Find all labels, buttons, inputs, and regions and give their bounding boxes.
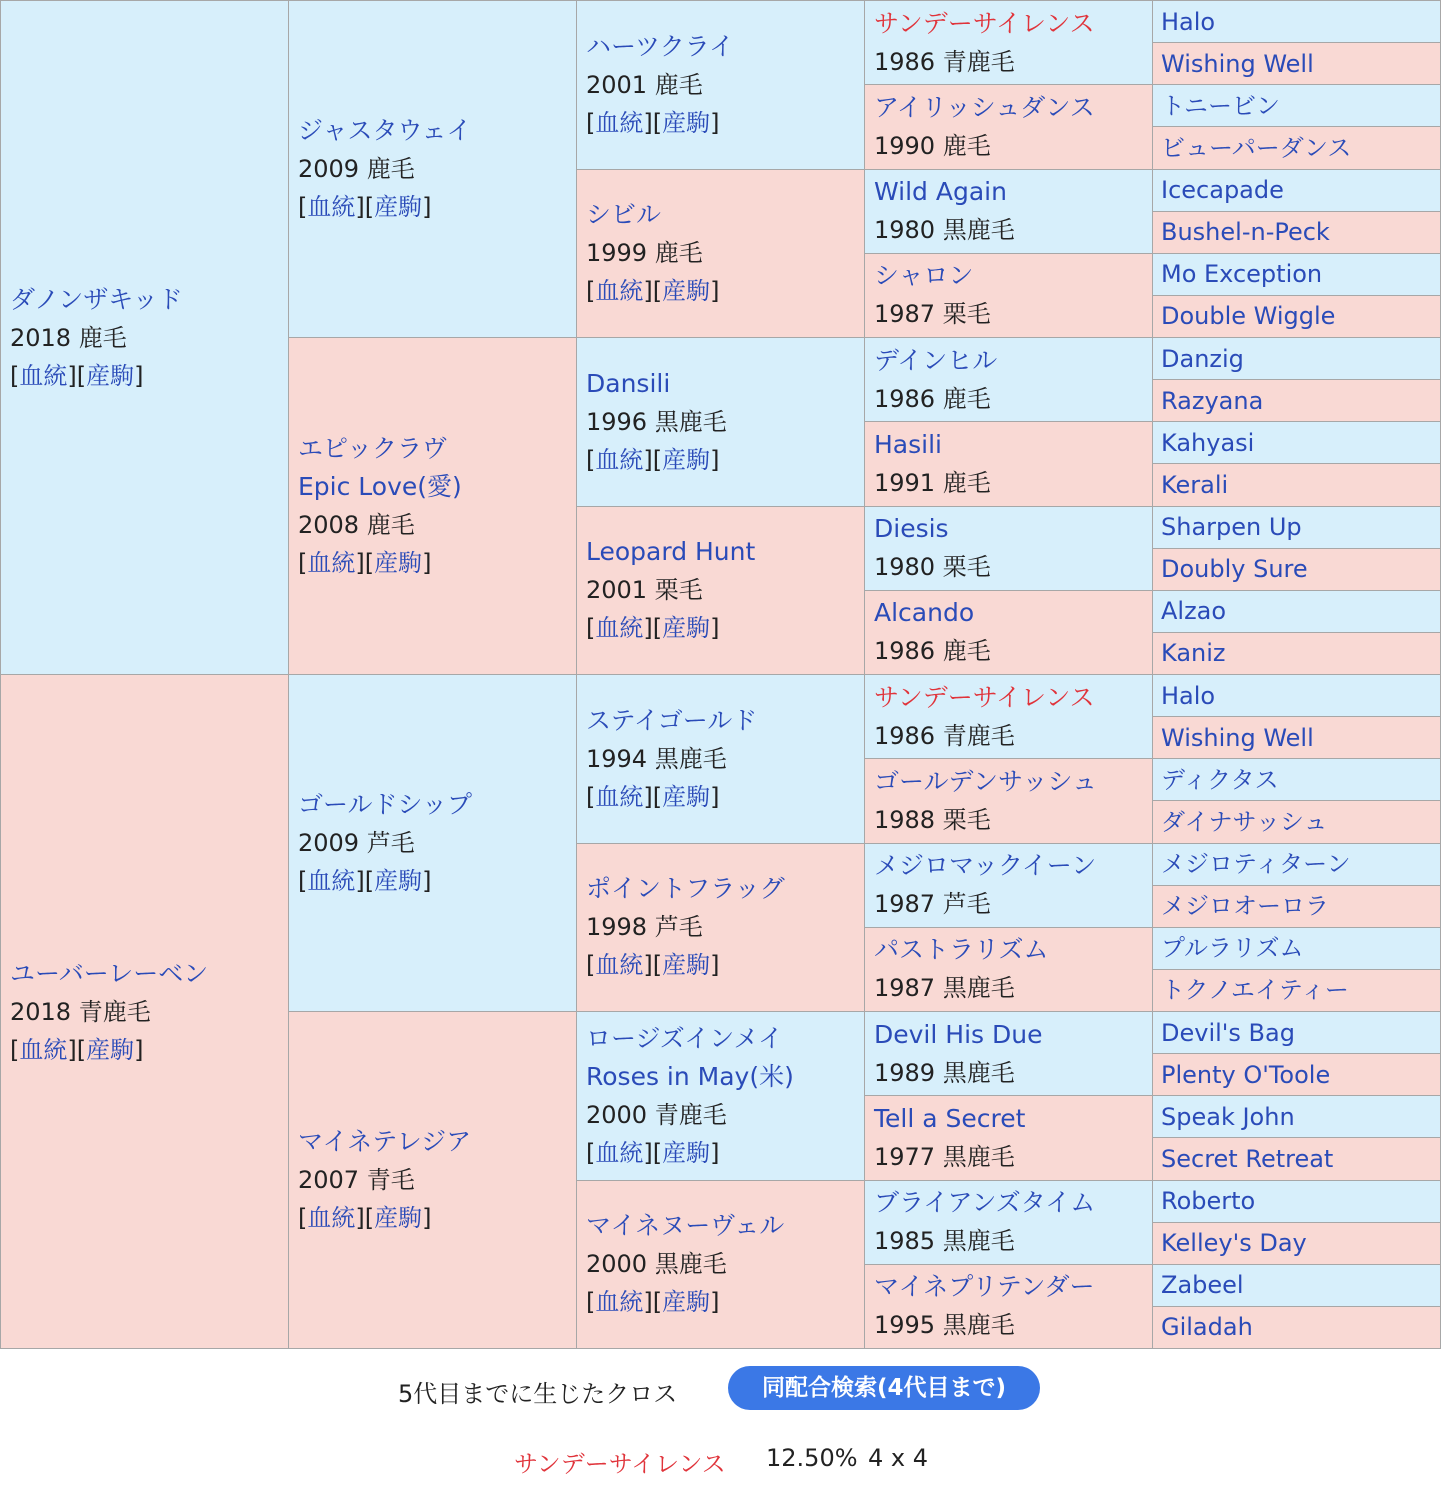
pedigree-cell-g5 [1152, 927, 1441, 970]
cell-content [1153, 1307, 1440, 1347]
cell-content [577, 702, 864, 816]
horse-name-link[interactable]: Wishing Well [1161, 723, 1314, 752]
cell-content [577, 1207, 864, 1321]
pedigree-cell-g3 [576, 337, 865, 507]
offspring-link[interactable]: 産駒 [86, 1035, 135, 1064]
horse-name-link[interactable]: アイリッシュダンス [874, 92, 1095, 122]
horse-name-link[interactable]: Tell a Secret [874, 1103, 1026, 1133]
pedigree-cell-g5 [1152, 463, 1441, 506]
pedigree-cell-g5 [1152, 337, 1441, 380]
pedigree-cell-g4 [864, 337, 1153, 422]
horse-year-color: 1986 青鹿毛 [874, 47, 1015, 76]
cell-content [1153, 844, 1440, 884]
horse-alt-name-link[interactable]: Epic Love(愛) [298, 472, 462, 501]
pedigree-cell-g4 [864, 927, 1153, 1012]
horse-name-link[interactable]: ブライアンズタイム [874, 1188, 1096, 1218]
horse-year-color: 1988 栗毛 [874, 805, 991, 834]
cell-content [865, 1016, 1152, 1092]
horse-links: [血統][産駒] [10, 361, 144, 390]
horse-links: [血統][産駒] [586, 277, 720, 306]
cell-content [1153, 507, 1440, 547]
horse-name-link[interactable]: マイネテレジア [298, 1127, 472, 1156]
cell-content [1153, 423, 1440, 463]
cross-horse-link[interactable]: サンデーサイレンス [514, 1450, 726, 1478]
cell-content [1153, 1223, 1440, 1263]
horse-links: [血統][産駒] [298, 549, 432, 577]
cell-content [289, 112, 576, 226]
horse-name-link[interactable]: Alcando [874, 598, 975, 628]
horse-name-link[interactable]: トニービン [1161, 91, 1281, 120]
cross-section [0, 1366, 1446, 1416]
cross-generations: 4 x 4 [868, 1444, 928, 1472]
horse-name-link[interactable]: Kerali [1161, 470, 1229, 499]
pedigree-cell-g5 [1152, 84, 1441, 127]
horse-name-link[interactable]: Sharpen Up [1161, 513, 1302, 542]
offspring-link[interactable]: 産駒 [662, 614, 711, 643]
pedigree-cell-g4 [864, 0, 1153, 85]
offspring-link[interactable]: 産駒 [374, 549, 423, 577]
horse-links: [血統][産駒] [586, 108, 720, 137]
cell-content [865, 1184, 1152, 1260]
horse-year-color: 2018 青鹿毛 [10, 997, 151, 1026]
pedigree-cell-g2 [288, 337, 577, 675]
horse-name-link[interactable]: Devil's Bag [1161, 1018, 1295, 1047]
cell-content [1153, 1013, 1440, 1053]
horse-year-color: 1987 栗毛 [874, 300, 991, 329]
horse-year-color: 1990 鹿毛 [874, 131, 991, 160]
horse-year-color: 2009 鹿毛 [298, 155, 415, 183]
horse-links: [血統][産駒] [298, 193, 432, 221]
horse-links: [血統][産駒] [586, 614, 720, 643]
pedigree-cell-g5 [1152, 548, 1441, 591]
pedigree-cell-g5 [1152, 126, 1441, 169]
cell-content [289, 1123, 576, 1237]
cross-label: 5代目までに生じたクロス [398, 1380, 678, 1408]
horse-name-link[interactable]: Wild Again [874, 177, 1007, 207]
pedigree-cell-g5 [1152, 42, 1441, 85]
horse-name-link[interactable]: Razyana [1161, 386, 1264, 415]
cell-content [865, 89, 1152, 165]
pedigree-cell-g5 [1152, 1137, 1441, 1180]
horse-alt-name-link[interactable]: Roses in May(米) [586, 1061, 794, 1091]
cell-content [1153, 633, 1440, 673]
horse-year-color: 1986 鹿毛 [874, 384, 991, 413]
cell-content [865, 594, 1152, 670]
horse-year-color: 1985 黒鹿毛 [874, 1227, 1015, 1256]
horse-year-color: 1996 黒鹿毛 [586, 407, 727, 436]
cell-content [1153, 128, 1440, 168]
horse-name-link[interactable]: ダノンザキッド [10, 284, 183, 314]
horse-name-link[interactable]: デインヒル [874, 345, 998, 375]
horse-name-link[interactable]: Diesis [874, 514, 949, 544]
cell-content [865, 426, 1152, 502]
horse-year-color: 1987 芦毛 [874, 890, 991, 919]
same-mating-search-button[interactable]: 同配合検索(4代目まで) [728, 1366, 1040, 1410]
cell-content [1153, 1055, 1440, 1095]
pedigree-cell-g5 [1152, 590, 1441, 633]
horse-name-link[interactable]: Bushel-n-Peck [1161, 218, 1330, 247]
horse-name-link[interactable]: プルラリズム [1161, 934, 1304, 963]
horse-year-color: 1998 芦毛 [586, 913, 703, 942]
pedigree-cell-g5 [1152, 716, 1441, 759]
horse-links: [血統][産駒] [586, 1288, 720, 1317]
bloodline-link[interactable]: 血統 [595, 1288, 644, 1317]
horse-name-link[interactable]: Roberto [1161, 1187, 1256, 1216]
horse-name-link[interactable]: Alzao [1161, 597, 1227, 626]
cell-content [1153, 1097, 1440, 1137]
bloodline-link[interactable]: 血統 [19, 1035, 68, 1064]
horse-name-link[interactable]: ポイントフラッグ [586, 874, 785, 904]
horse-name-link[interactable]: Leopard Hunt [586, 537, 756, 567]
pedigree-cell-g2 [288, 0, 577, 338]
bloodline-link[interactable]: 血統 [595, 445, 644, 474]
horse-name-link[interactable]: Dansili [586, 368, 671, 398]
pedigree-cell-g5 [1152, 674, 1441, 717]
cross-result [0, 1440, 1446, 1480]
horse-name-link[interactable]: Hasili [874, 429, 942, 459]
horse-name-link[interactable]: エピックラヴ [298, 434, 448, 463]
horse-year-color: 1994 黒鹿毛 [586, 744, 727, 773]
horse-name-link[interactable]: メジロマックイーン [874, 851, 1097, 881]
bloodline-link[interactable]: 血統 [595, 782, 644, 811]
cell-content [1153, 1139, 1440, 1179]
pedigree-cell-g4 [864, 1011, 1153, 1096]
horse-name-link[interactable]: Kaniz [1161, 639, 1226, 668]
bloodline-link[interactable]: 血統 [307, 193, 356, 221]
pedigree-cell-g2 [288, 1011, 577, 1349]
horse-name-link[interactable]: Kahyasi [1161, 428, 1255, 457]
offspring-link[interactable]: 産駒 [662, 445, 711, 474]
offspring-link[interactable]: 産駒 [662, 277, 711, 306]
horse-links: [血統][産駒] [10, 1035, 144, 1064]
cell-content [1153, 549, 1440, 589]
cell-content [1, 281, 288, 395]
cell-content [1153, 970, 1440, 1010]
offspring-link[interactable]: 産駒 [662, 782, 711, 811]
horse-name-link[interactable]: ロージズインメイ [586, 1023, 784, 1053]
horse-name-link[interactable]: マイネプリテンダー [874, 1272, 1095, 1302]
bloodline-link[interactable]: 血統 [595, 614, 644, 643]
horse-year-color: 1989 黒鹿毛 [874, 1058, 1015, 1087]
cell-content [577, 28, 864, 142]
cell-content [1153, 591, 1440, 631]
pedigree-cell-g4 [864, 421, 1153, 506]
horse-name-link[interactable]: シャロン [874, 261, 974, 291]
pedigree-cell-g5 [1152, 885, 1441, 928]
pedigree-cell-g5 [1152, 253, 1441, 296]
offspring-link[interactable]: 産駒 [86, 361, 135, 390]
cell-content [1, 955, 288, 1069]
horse-name-link[interactable]: ハーツクライ [586, 31, 735, 61]
pedigree-cell-g5 [1152, 1306, 1441, 1349]
horse-name-link[interactable]: Wishing Well [1161, 49, 1314, 78]
bloodline-link[interactable]: 血統 [307, 867, 356, 895]
cell-content [865, 679, 1152, 755]
cell-content [289, 786, 576, 900]
pedigree-cell-g5 [1152, 1011, 1441, 1054]
cell-content [865, 1100, 1152, 1176]
offspring-link[interactable]: 産駒 [374, 867, 423, 895]
horse-year-color: 1977 黒鹿毛 [874, 1142, 1015, 1171]
pedigree-cell-g3 [576, 843, 865, 1013]
horse-name-link[interactable]: ゴールデンサッシュ [874, 766, 1098, 796]
bloodline-link[interactable]: 血統 [307, 1204, 356, 1232]
bloodline-link[interactable]: 血統 [595, 108, 644, 137]
cell-content [1153, 296, 1440, 336]
pedigree-cell-g5 [1152, 421, 1441, 464]
pedigree-cell-g5 [1152, 1264, 1441, 1307]
horse-name-link[interactable]: Speak John [1161, 1102, 1295, 1131]
offspring-link[interactable]: 産駒 [374, 193, 423, 221]
horse-year-color: 2001 栗毛 [586, 576, 703, 605]
cell-content [1153, 718, 1440, 758]
pedigree-cell-g5 [1152, 1053, 1441, 1096]
horse-name-link[interactable]: Halo [1161, 681, 1216, 710]
horse-name-link[interactable]: ステイゴールド [586, 705, 758, 735]
cell-content [1153, 170, 1440, 210]
cell-content [577, 1020, 864, 1172]
pedigree-cell-g5 [1152, 211, 1441, 254]
cell-content [1153, 465, 1440, 505]
pedigree-cell-g3 [576, 1011, 865, 1181]
pedigree-cell-g5 [1152, 169, 1441, 212]
pedigree-cell-g5 [1152, 379, 1441, 422]
horse-name-link[interactable]: Devil His Due [874, 1019, 1043, 1049]
cell-content [865, 173, 1152, 249]
horse-year-color: 1987 黒鹿毛 [874, 974, 1015, 1003]
pedigree-cell-g3 [576, 1180, 865, 1350]
horse-links: [血統][産駒] [586, 951, 720, 980]
horse-name-link[interactable]: ディクタス [1161, 765, 1279, 794]
offspring-link[interactable]: 産駒 [662, 108, 711, 137]
pedigree-cell-g3 [576, 674, 865, 844]
pedigree-cell-g4 [864, 169, 1153, 254]
pedigree-cell-g5 [1152, 1180, 1441, 1223]
pedigree-cell-g4 [864, 253, 1153, 338]
horse-links: [血統][産駒] [586, 782, 720, 811]
horse-links: [血統][産駒] [298, 1204, 432, 1232]
pedigree-cell-g2 [288, 674, 577, 1012]
cell-content [1153, 802, 1440, 842]
horse-name-link[interactable]: メジロオーロラ [1161, 892, 1329, 921]
pedigree-cell-g1 [0, 674, 289, 1349]
bloodline-link[interactable]: 血統 [595, 1138, 644, 1167]
horse-name-link[interactable]: ダイナサッシュ [1161, 807, 1328, 836]
horse-year-color: 2018 鹿毛 [10, 323, 127, 352]
horse-name-link[interactable]: サンデーサイレンス [874, 682, 1095, 712]
pedigree-cell-g5 [1152, 1222, 1441, 1265]
horse-year-color: 2008 鹿毛 [298, 511, 415, 539]
horse-name-link[interactable]: Mo Exception [1161, 260, 1323, 289]
cell-content [1153, 1265, 1440, 1305]
horse-year-color: 1980 黒鹿毛 [874, 216, 1015, 245]
cell-content [865, 763, 1152, 839]
pedigree-cell-g3 [576, 506, 865, 676]
cell-content [865, 847, 1152, 923]
pedigree-cell-g4 [864, 758, 1153, 843]
horse-name-link[interactable]: Giladah [1161, 1313, 1253, 1342]
pedigree-cell-g5 [1152, 843, 1441, 886]
cell-content [577, 196, 864, 310]
horse-name-link[interactable]: パストラリズム [874, 935, 1049, 965]
horse-name-link[interactable]: Danzig [1161, 344, 1244, 373]
cell-content [577, 870, 864, 984]
pedigree-cell-g5 [1152, 632, 1441, 675]
horse-name-link[interactable]: メジロティターン [1161, 850, 1351, 879]
cell-content [1153, 254, 1440, 294]
pedigree-cell-g4 [864, 1264, 1153, 1349]
cell-content [1153, 760, 1440, 800]
horse-year-color: 2009 芦毛 [298, 829, 415, 857]
cell-content [1153, 381, 1440, 421]
cell-content [1153, 44, 1440, 84]
horse-year-color: 2000 青鹿毛 [586, 1100, 727, 1129]
horse-year-color: 1980 栗毛 [874, 553, 991, 582]
horse-name-link[interactable]: ジャスタウェイ [298, 116, 472, 145]
pedigree-cell-g5 [1152, 295, 1441, 338]
horse-year-color: 1986 青鹿毛 [874, 721, 1015, 750]
cell-content [865, 510, 1152, 586]
horse-year-color: 1995 黒鹿毛 [874, 1311, 1015, 1340]
cell-content [577, 533, 864, 647]
horse-name-link[interactable]: Kelley's Day [1161, 1229, 1307, 1258]
pedigree-cell-g4 [864, 506, 1153, 591]
bloodline-link[interactable]: 血統 [307, 549, 356, 577]
horse-year-color: 1991 鹿毛 [874, 468, 991, 497]
pedigree-cell-g4 [864, 843, 1153, 928]
bloodline-link[interactable]: 血統 [595, 951, 644, 980]
horse-year-color: 1986 鹿毛 [874, 637, 991, 666]
cell-content [1153, 2, 1440, 42]
horse-name-link[interactable]: Plenty O'Toole [1161, 1060, 1331, 1089]
horse-year-color: 2007 青毛 [298, 1166, 415, 1194]
pedigree-cell-g1 [0, 0, 289, 675]
cell-content [1153, 212, 1440, 252]
horse-name-link[interactable]: Doubly Sure [1161, 555, 1308, 584]
offspring-link[interactable]: 産駒 [662, 951, 711, 980]
horse-name-link[interactable]: ユーバーレーベン [10, 958, 209, 988]
horse-year-color: 1999 鹿毛 [586, 239, 703, 268]
cross-percent: 12.50% [766, 1444, 858, 1472]
pedigree-cell-g5 [1152, 969, 1441, 1012]
cell-content [577, 365, 864, 479]
horse-links: [血統][産駒] [586, 445, 720, 474]
bloodline-link[interactable]: 血統 [19, 361, 68, 390]
bloodline-link[interactable]: 血統 [595, 277, 644, 306]
pedigree-cell-g5 [1152, 506, 1441, 549]
pedigree-cell-g3 [576, 0, 865, 170]
cell-content [865, 931, 1152, 1007]
offspring-link[interactable]: 産駒 [662, 1288, 711, 1317]
horse-name-link[interactable]: ゴールドシップ [298, 790, 473, 819]
horse-name-link[interactable]: サンデーサイレンス [874, 8, 1095, 38]
horse-name-link[interactable]: Secret Retreat [1161, 1144, 1334, 1173]
cell-content [1153, 1181, 1440, 1221]
cell-content [865, 5, 1152, 81]
cell-content [1153, 928, 1440, 968]
offspring-link[interactable]: 産駒 [374, 1204, 423, 1232]
pedigree-cell-g5 [1152, 1095, 1441, 1138]
pedigree-cell-g5 [1152, 758, 1441, 801]
horse-name-link[interactable]: ビューパーダンス [1161, 133, 1352, 162]
horse-links: [血統][産駒] [298, 867, 432, 895]
horse-year-color: 2001 鹿毛 [586, 70, 703, 99]
cell-content [865, 1268, 1152, 1344]
pedigree-cell-g5 [1152, 800, 1441, 843]
pedigree-cell-g5 [1152, 0, 1441, 43]
horse-links: [血統][産駒] [586, 1138, 720, 1167]
pedigree-cell-g3 [576, 169, 865, 339]
cell-content [289, 430, 576, 582]
cell-content [1153, 86, 1440, 126]
pedigree-cell-g4 [864, 590, 1153, 675]
cell-content [1153, 676, 1440, 716]
horse-name-link[interactable]: マイネヌーヴェル [586, 1211, 785, 1241]
horse-name-link[interactable]: トクノエイティー [1161, 976, 1349, 1005]
horse-name-link[interactable]: Zabeel [1161, 1271, 1244, 1300]
cell-content [865, 342, 1152, 418]
pedigree-cell-g4 [864, 674, 1153, 759]
pedigree-cell-g4 [864, 1095, 1153, 1180]
cell-content [865, 257, 1152, 333]
cell-content [1153, 886, 1440, 926]
horse-name-link[interactable]: Halo [1161, 7, 1216, 36]
pedigree-cell-g4 [864, 1180, 1153, 1265]
cell-content [1153, 339, 1440, 379]
horse-name-link[interactable]: Icecapade [1161, 176, 1284, 205]
horse-name-link[interactable]: シビル [586, 200, 662, 230]
offspring-link[interactable]: 産駒 [662, 1138, 711, 1167]
horse-name-link[interactable]: Double Wiggle [1161, 302, 1336, 331]
horse-year-color: 2000 黒鹿毛 [586, 1250, 727, 1279]
pedigree-cell-g4 [864, 84, 1153, 169]
